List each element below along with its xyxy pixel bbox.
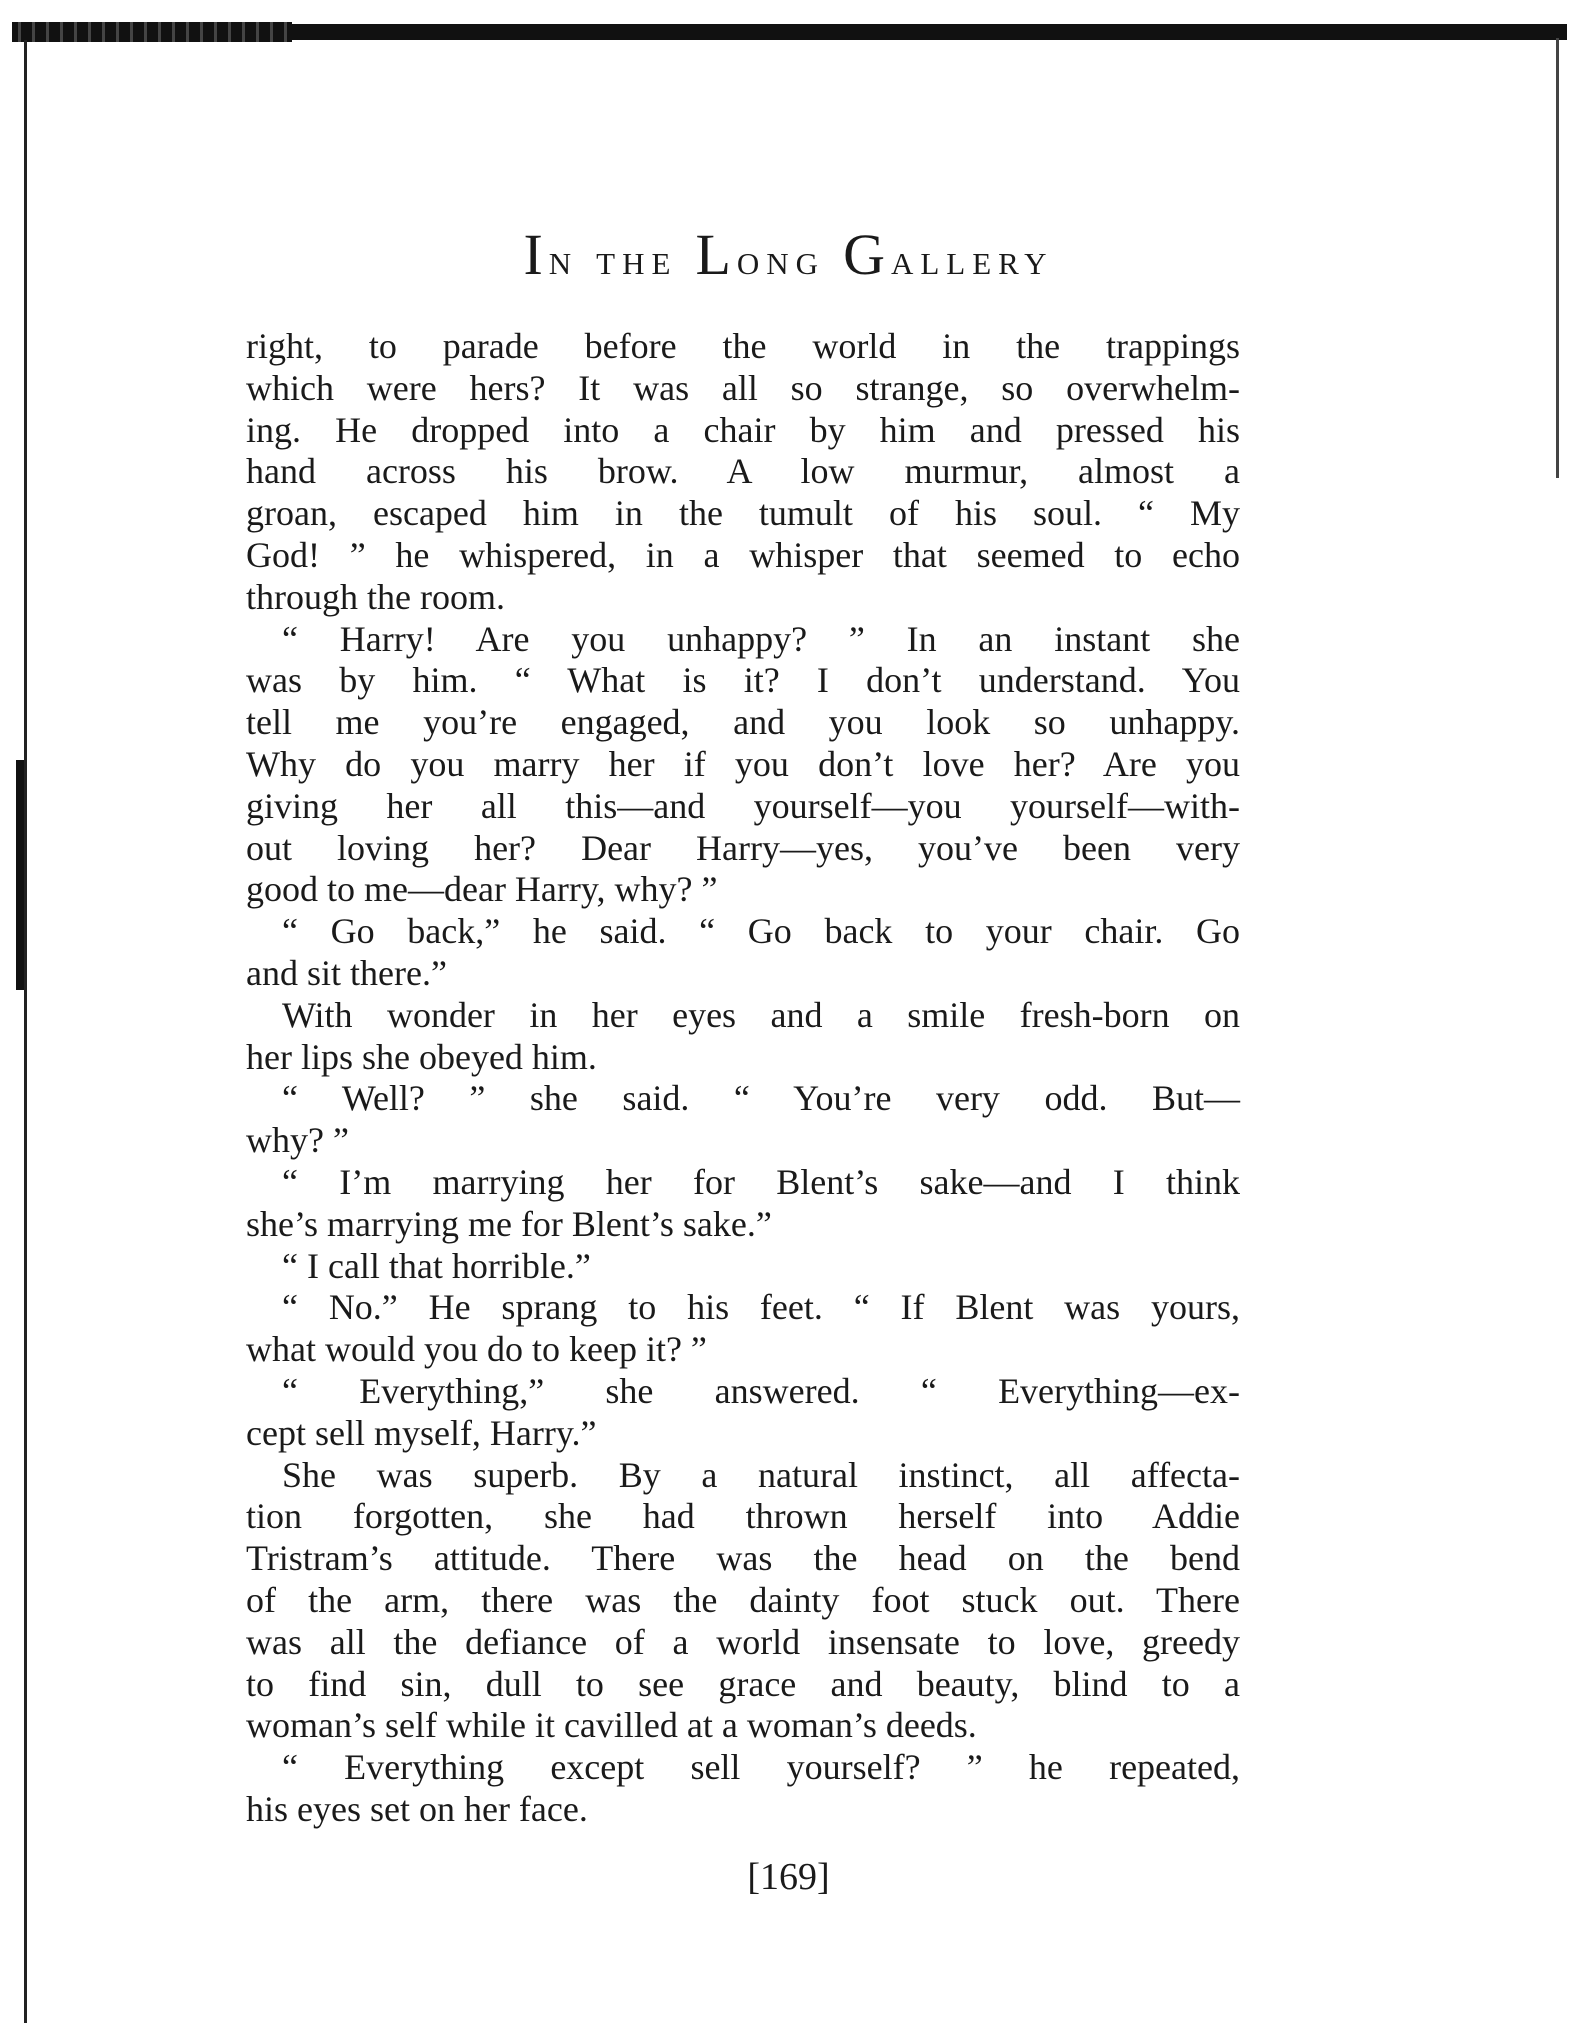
text-line: “ Everything except sell yourself? ” he repeated, (282, 1747, 1240, 1788)
text-line: right, to parade before the world in the trappings (246, 326, 1240, 366)
text-line: “ I call that horrible.” (282, 1245, 591, 1286)
text-line: tell me you’re engaged, and you look so unhappy. (246, 702, 1240, 743)
text-line: his eyes set on her face. (246, 1788, 588, 1829)
text-line: With wonder in her eyes and a smile fresh-born on (282, 994, 1240, 1035)
text-line: “ Well? ” she said. “ You’re very odd. But— (282, 1078, 1240, 1119)
text-line: “ Go back,” he said. “ Go back to your chair. Go (282, 911, 1240, 952)
header-word-3: allery (890, 235, 1054, 284)
text-line: Tristram’s attitude. There was the head on the bend (246, 1538, 1240, 1579)
header-word-2: ong (736, 235, 826, 284)
header-initial-3: G (843, 222, 891, 287)
text-line: “ Harry! Are you unhappy? ” In an instant she (282, 618, 1240, 659)
text-line: out loving her? Dear Harry—yes, you’ve been very (246, 827, 1240, 868)
header-initial-1: I (523, 222, 549, 287)
text-line: was by him. “ What is it? I don’t understand. You (246, 660, 1240, 701)
text-line: her lips she obeyed him. (246, 1036, 597, 1077)
scan-top-smudge (12, 22, 292, 42)
text-line: of the arm, there was the dainty foot stuck out. There (246, 1579, 1240, 1620)
page-number: [169] (747, 1856, 830, 1898)
text-line: giving her all this—and yourself—you yourself—with- (246, 785, 1240, 826)
body-text (246, 326, 1240, 1831)
text-line: good to me—dear Harry, why? ” (246, 869, 718, 910)
text-line: and sit there.” (246, 952, 447, 993)
text-line: “ No.” He sprang to his feet. “ If Blent was yours, (282, 1287, 1240, 1328)
text-line: why? ” (246, 1120, 349, 1161)
text-line: She was superb. By a natural instinct, all affecta- (282, 1454, 1240, 1495)
scan-left-edge (24, 40, 27, 2023)
text-line: tion forgotten, she had thrown herself into Addie (246, 1496, 1240, 1537)
text-line: what would you do to keep it? ” (246, 1329, 707, 1370)
text-line: to find sin, dull to see grace and beauty, blind to a (246, 1663, 1240, 1704)
text-line: was all the defiance of a world insensate to love, greedy (246, 1621, 1240, 1662)
scan-left-edge-shadow (16, 760, 24, 990)
text-line: “ Everything,” she answered. “ Everything—ex- (282, 1370, 1240, 1411)
running-header (0, 222, 1577, 287)
text-line: Why do you marry her if you don’t love her? Are you (246, 743, 1240, 784)
text-line: which were hers? It was all so strange, so overwhelm- (246, 367, 1240, 408)
text-line: groan, escaped him in the tumult of his soul. “ My (246, 493, 1240, 534)
text-line: cept sell myself, Harry.” (246, 1412, 597, 1453)
text-line: woman’s self while it cavilled at a woman’s deeds. (246, 1705, 977, 1746)
text-line: she’s marrying me for Blent’s sake.” (246, 1203, 772, 1244)
header-word-1: n the (548, 235, 678, 284)
text-line: “ I’m marrying her for Blent’s sake—and I think (282, 1161, 1240, 1202)
header-initial-2: L (695, 222, 737, 287)
text-line: God! ” he whispered, in a whisper that seemed to echo (246, 534, 1240, 575)
text-line: through the room. (246, 576, 505, 617)
text-line: hand across his brow. A low murmur, almost a (246, 451, 1240, 492)
text-line: ing. He dropped into a chair by him and pressed his (246, 409, 1240, 450)
